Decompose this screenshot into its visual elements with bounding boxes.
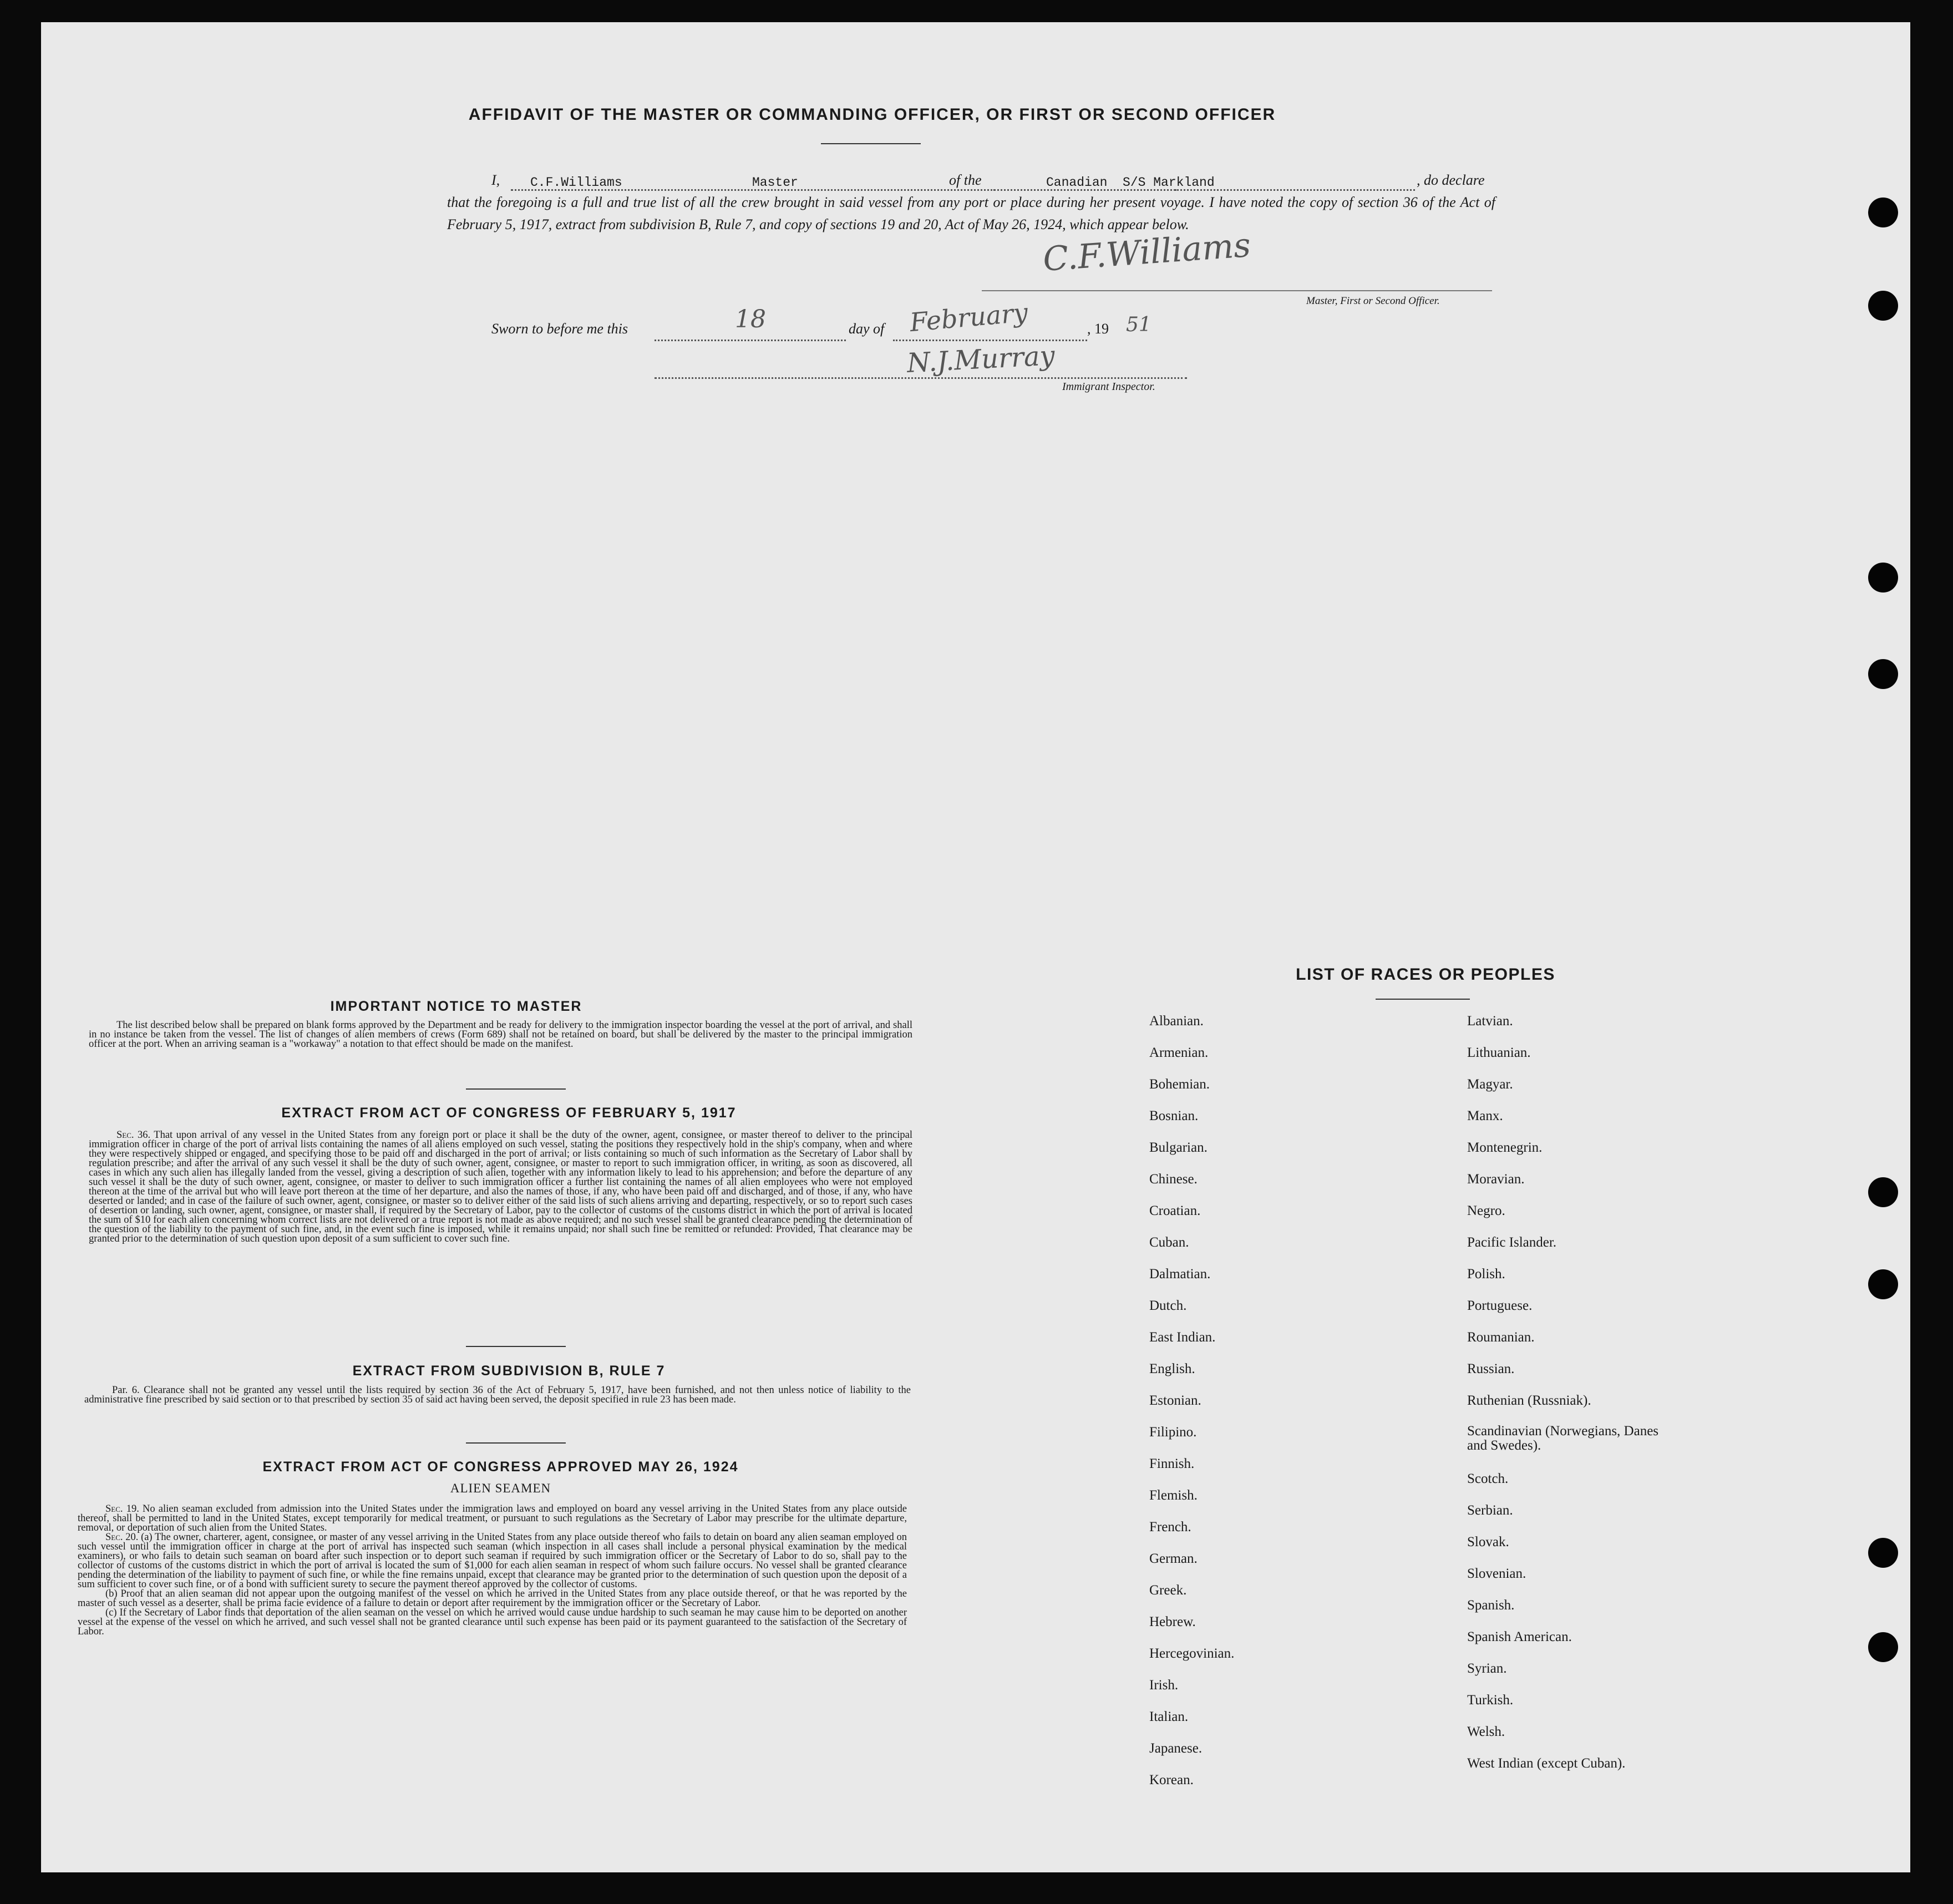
binder-hole bbox=[1868, 1269, 1898, 1299]
races-divider bbox=[1376, 999, 1470, 1000]
race-item: Hercegovinian. bbox=[1149, 1646, 1235, 1661]
race-item: Dutch. bbox=[1149, 1298, 1187, 1313]
races-right-column bbox=[1467, 1013, 1678, 1787]
race-item: Slovak. bbox=[1467, 1535, 1509, 1549]
section-divider bbox=[466, 1088, 566, 1090]
race-item: Irish. bbox=[1149, 1678, 1179, 1693]
race-item: Moravian. bbox=[1467, 1172, 1525, 1187]
section-19 bbox=[78, 1505, 907, 1533]
race-item: Manx. bbox=[1467, 1108, 1503, 1123]
alien-seamen-subtitle: ALIEN SEAMEN bbox=[450, 1481, 551, 1495]
race-item: Latvian. bbox=[1467, 1014, 1513, 1029]
year-prefix: , 19 bbox=[1087, 321, 1109, 337]
master-caption: Master, First or Second Officer. bbox=[1306, 295, 1440, 307]
section-20a-text: (a) The owner, charterer, agent, consignee, or master of any vessel arriving in the United States from any place outside thereof who fails to detain on board any alien seaman employed on such vessel until the immigration officer in charge at the port of arrival has inspected such seaman (which inspection in all cases shall include a personal physical examination by the medical examiners), or who fails to detain such seaman on board after such inspection or to deport such seaman if required by such immigration officer or the Secretary of Labor to do so, shall pay to the collector of customs of the customs district in which the port of arrival is located the sum of $1,000 for each alien seaman in respect of whom such failure occurs. No vessel shall be granted clearance pending the determination of the liability to payment of such fine, or while the fine remains unpaid, except that clearance may be granted prior to the determination of such question upon the deposit of a sum sufficient to cover such fine, or of a bond with sufficient surety to secure the payment thereof approved by the collector of customs. bbox=[78, 1532, 907, 1590]
do-declare-label: , do declare bbox=[1417, 172, 1485, 188]
extract-1917-text bbox=[89, 1131, 912, 1244]
affidavit-title: AFFIDAVIT OF THE MASTER OR COMMANDING OFFICER, OR FIRST OR SECOND OFFICER bbox=[468, 105, 1276, 124]
inspector-signature: N.J.Murray bbox=[906, 340, 1056, 379]
inspector-fill-line bbox=[655, 366, 1187, 379]
race-item: Italian. bbox=[1149, 1709, 1189, 1724]
binder-hole bbox=[1868, 563, 1898, 593]
extract-1924-text bbox=[78, 1505, 907, 1637]
intro-i: I, bbox=[491, 172, 500, 188]
binder-hole bbox=[1868, 1632, 1898, 1662]
section-20b: (b) Proof that an alien seaman did not appear upon the outgoing manifest of the vessel on which he arrived in the United States from any place outside thereof, or that he was reported by the master of such vessel as a deserter, shall be prima facie evidence of a failure to detain or deport after requirement by the immigration officer or the Secretary of Labor. bbox=[78, 1588, 907, 1609]
race-item: Cuban. bbox=[1149, 1235, 1189, 1250]
race-item: Japanese. bbox=[1149, 1741, 1203, 1756]
race-item: Albanian. bbox=[1149, 1014, 1204, 1029]
race-item: Magyar. bbox=[1467, 1077, 1513, 1092]
race-item: Bosnian. bbox=[1149, 1108, 1199, 1123]
of-the-label: of the bbox=[949, 172, 982, 188]
race-item: Russian. bbox=[1467, 1361, 1515, 1376]
race-item: West Indian (except Cuban). bbox=[1467, 1756, 1626, 1771]
race-item: Welsh. bbox=[1467, 1724, 1505, 1739]
races-title: LIST OF RACES OR PEOPLES bbox=[1296, 965, 1555, 984]
race-item: Spanish American. bbox=[1467, 1629, 1572, 1644]
race-item: Finnish. bbox=[1149, 1456, 1195, 1471]
extract-rule7-text: Par. 6. Clearance shall not be granted any vessel until the lists required by section 36 of the Act of February 5, 1917, have been furnished, and not then unless notice of liability to the administrative fine prescribed by said section or to that prescribed by section 35 of said act having been served, the deposit specified in rule 23 has been made. bbox=[84, 1385, 911, 1405]
race-item: Pacific Islander. bbox=[1467, 1235, 1557, 1250]
extract-1917-title: EXTRACT FROM ACT OF CONGRESS OF FEBRUARY 5, 1917 bbox=[281, 1105, 737, 1121]
section-divider bbox=[466, 1442, 566, 1444]
race-item: Estonian. bbox=[1149, 1393, 1201, 1408]
declaration-body: that the foregoing is a full and true list of all the crew brought in said vessel from any port or place during her present voyage. I have noted the copy of section 36 of the Act of February 5, 1917, extract from subdivision B, Rule 7, and copy of sections 19 and 20, Act of May 26, 1924, which appear below. bbox=[447, 194, 1495, 232]
race-item: Turkish. bbox=[1467, 1693, 1514, 1708]
races-left-column bbox=[1149, 1013, 1234, 1804]
section-19-text: No alien seaman excluded from admission into the United States under the immigration laws and employed on board any vessel arriving in the United States from any place outside thereof, shall be permitted to land in the United States, except temporarily for medical treatment, or pursuant to such regulations as the Secretary of Labor may prescribe for the ultimate departure, removal, or deportation of such alien from the United States. bbox=[78, 1503, 907, 1533]
section-20a bbox=[78, 1533, 907, 1589]
race-item: Chinese. bbox=[1149, 1172, 1198, 1187]
extract-1924-title: EXTRACT FROM ACT OF CONGRESS APPROVED MAY 26, 1924 bbox=[262, 1459, 739, 1475]
sworn-label: Sworn to before me this bbox=[491, 321, 628, 337]
race-item: Montenegrin. bbox=[1467, 1140, 1543, 1155]
binder-hole bbox=[1868, 198, 1898, 227]
race-item: Armenian. bbox=[1149, 1045, 1209, 1060]
master-signature: C.F.Williams bbox=[1042, 226, 1252, 279]
race-item: Korean. bbox=[1149, 1773, 1194, 1787]
race-item: Greek. bbox=[1149, 1583, 1187, 1598]
race-item: Croatian. bbox=[1149, 1203, 1201, 1218]
signature-line bbox=[982, 290, 1492, 291]
race-item: Bohemian. bbox=[1149, 1077, 1210, 1092]
race-item: Ruthenian (Russniak). bbox=[1467, 1393, 1591, 1408]
race-item: Flemish. bbox=[1149, 1488, 1198, 1503]
sworn-day: 18 bbox=[735, 305, 766, 333]
master-name: C.F.Williams bbox=[530, 175, 622, 190]
affidavit-statement bbox=[447, 169, 1495, 236]
title-divider bbox=[821, 143, 921, 144]
race-item: Roumanian. bbox=[1467, 1330, 1535, 1345]
race-item: Syrian. bbox=[1467, 1661, 1507, 1676]
notice-text: The list described below shall be prepared on blank forms approved by the Department and be ready for delivery to the immigration inspector boarding the vessel at the port of arrival, and shall in no instance be taken from the vessel. The list of changes of alien members of crews (Form 689) shall not be retained on board, but shall be delivered by the master to the principal immigration officer at the port. When an arriving seaman is a "workaway" a notation to that effect should be made on the manifest. bbox=[89, 1020, 912, 1050]
race-item: Polish. bbox=[1467, 1267, 1505, 1282]
master-rank: Master bbox=[752, 175, 798, 190]
race-item: Portuguese. bbox=[1467, 1298, 1533, 1313]
race-item: Bulgarian. bbox=[1149, 1140, 1208, 1155]
section-label: Sec. 36. bbox=[116, 1130, 151, 1141]
vessel-name: Canadian S/S Markland bbox=[1046, 175, 1215, 190]
extract-rule7-title: EXTRACT FROM SUBDIVISION B, RULE 7 bbox=[352, 1363, 666, 1379]
race-item: Scotch. bbox=[1467, 1471, 1509, 1486]
race-item: Scandinavian (Norwegians, Danes and Swedes). bbox=[1467, 1424, 1659, 1453]
race-item: Dalmatian. bbox=[1149, 1267, 1211, 1282]
section-36-text: That upon arrival of any vessel in the United States from any foreign port or place it shall be the duty of the owner, agent, consignee, or master thereof to deliver to the principal immigration officer in charge of the port of arrival lists containing the names of all aliens employed on such vessel, stating the positions they respectively hold in the ship's company, when and where they were respectively shipped or engaged, and specifying those to be paid off and discharged in the port of arrival; or lists containing so much of such information as the Secretary of Labor shall by regulation prescribe; and after the arrival of any such vessel it shall be the duty of such owner, agent, consignee, or master to report to such immigration officer, in writing, as soon as discovered, all cases in which any such alien has illegally landed from the vessel, giving a description of such alien, together with any information likely to lead to his apprehension; and before the departure of any such vessel it shall be the duty of such owner, agent, consignee, or master to deliver to such immigration officer a further list containing the names of all alien employees who were not employed thereon at the time of the arrival but who will leave port thereon at the time of her departure, and also the names of those, if any, who have been paid off and discharged, and of those, if any, who have deserted or landed; and in case of the failure of such owner, agent, consignee, or master so to deliver either of the said lists of such aliens arriving and departing, respectively, or so to report such cases of desertion or landing, such owner, agent, consignee, or master shall, if required by the Secretary of Labor, pay to the collector of customs of the customs district in which the port of arrival is located the sum of $10 for each alien concerning whom correct lists are not delivered or a true report is not made as above required; and no such vessel shall be granted clearance pending the determination of the question of the liability to the payment of such fine, and, in the event such fine is imposed, while it remains unpaid; nor shall such fine be remitted or refunded: Provided, That clearance may be granted prior to the determination of such question upon deposit of a sum sufficient to cover such fine. bbox=[89, 1130, 912, 1244]
race-item: Slovenian. bbox=[1467, 1566, 1526, 1581]
section-20c: (c) If the Secretary of Labor finds that deportation of the alien seaman on the vessel on which he arrived would cause undue hardship to such seaman he may cause him to be deported on another vessel at the expense of the vessel on which he arrived, and such vessel shall not be granted clearance until such expense has been paid or its payment guaranteed to the satisfaction of the Secretary of Labor. bbox=[78, 1607, 907, 1637]
race-item: English. bbox=[1149, 1361, 1195, 1376]
year-suffix: 51 bbox=[1126, 313, 1151, 336]
race-item: Spanish. bbox=[1467, 1598, 1515, 1613]
race-item: East Indian. bbox=[1149, 1330, 1216, 1345]
binder-hole bbox=[1868, 659, 1898, 689]
race-item: French. bbox=[1149, 1520, 1191, 1535]
sworn-month: February bbox=[909, 297, 1029, 338]
binder-hole bbox=[1868, 291, 1898, 321]
race-item: Serbian. bbox=[1467, 1503, 1513, 1518]
binder-hole bbox=[1868, 1177, 1898, 1207]
race-item: Lithuanian. bbox=[1467, 1045, 1531, 1060]
race-item: Hebrew. bbox=[1149, 1614, 1196, 1629]
race-item: German. bbox=[1149, 1551, 1198, 1566]
section-label: Sec. 20. bbox=[105, 1532, 139, 1543]
inspector-caption: Immigrant Inspector. bbox=[1062, 381, 1155, 393]
declaration-line bbox=[447, 169, 1495, 191]
section-divider bbox=[466, 1346, 566, 1347]
day-of-label: day of bbox=[849, 321, 885, 337]
race-item: Filipino. bbox=[1149, 1425, 1197, 1440]
binder-hole bbox=[1868, 1538, 1898, 1568]
section-label: Sec. 19. bbox=[105, 1503, 139, 1515]
race-item: Negro. bbox=[1467, 1203, 1505, 1218]
notice-title: IMPORTANT NOTICE TO MASTER bbox=[330, 999, 582, 1014]
